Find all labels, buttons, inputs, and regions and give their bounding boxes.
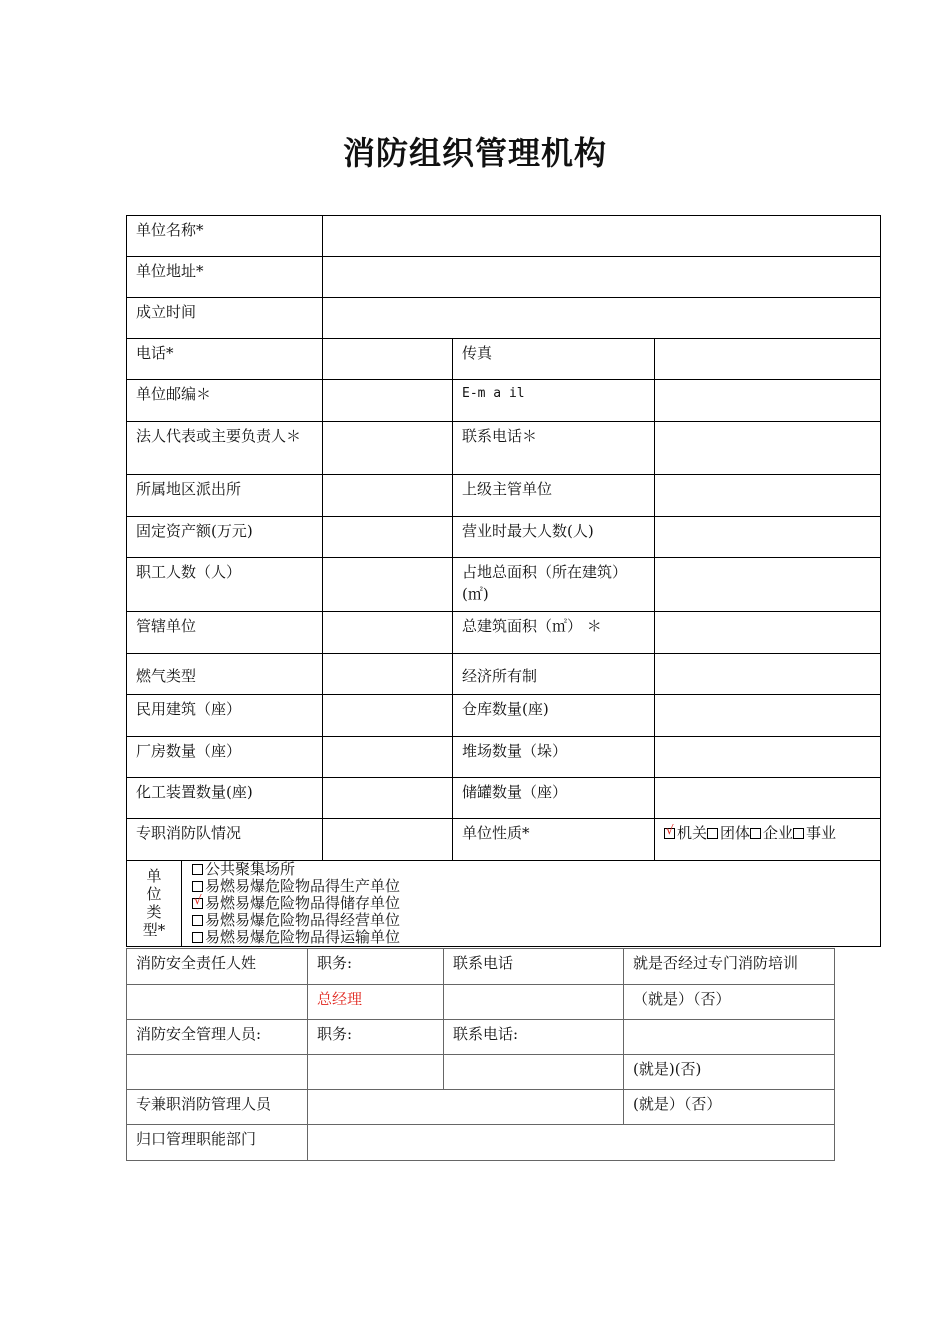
checkbox-icon[interactable]	[192, 881, 203, 892]
field-tanks[interactable]	[655, 778, 881, 819]
label-safety-responsible: 消防安全责任人姓	[127, 949, 308, 985]
field-full-part-manager[interactable]	[308, 1090, 624, 1125]
unit-info-table	[126, 215, 881, 947]
nature-option-gov[interactable]: √ 机关	[666, 823, 708, 842]
nature-option-enterprise[interactable]: 企业	[750, 824, 793, 842]
field-trained-yes-no-3[interactable]: (就是）（否）	[624, 1090, 835, 1125]
field-contact[interactable]	[444, 985, 624, 1020]
unit-type-row	[127, 861, 881, 947]
field-contact-2[interactable]	[444, 1055, 624, 1090]
checkbox-icon[interactable]	[192, 932, 203, 943]
field-admin-unit[interactable]	[323, 612, 453, 654]
field-police-station[interactable]	[323, 475, 453, 517]
field-established[interactable]	[323, 298, 881, 339]
unit-type-option[interactable]: 公共聚集场所	[192, 861, 400, 878]
label-safety-manager: 消防安全管理人员:	[127, 1020, 308, 1055]
field-position-2[interactable]	[308, 1055, 444, 1090]
field-superior-unit[interactable]	[655, 475, 881, 517]
checkbox-icon[interactable]	[750, 828, 761, 839]
label-ownership: 经济所有制	[453, 654, 655, 695]
label-civil-buildings: 民用建筑（座）	[127, 695, 323, 737]
field-warehouses[interactable]	[655, 695, 881, 737]
field-fixed-assets[interactable]	[323, 517, 453, 558]
field-dept[interactable]	[308, 1125, 835, 1161]
checkbox-icon[interactable]	[707, 828, 718, 839]
nature-option-group[interactable]: 团体	[707, 824, 750, 842]
field-position-value[interactable]: 总经理	[308, 985, 444, 1020]
field-safety-responsible-name[interactable]	[127, 985, 308, 1020]
field-contact-phone[interactable]	[655, 422, 881, 475]
unit-type-option[interactable]: 易燃易爆危险物品得经营单位	[192, 912, 400, 929]
field-unit-name[interactable]	[323, 216, 881, 257]
label-email: E-m a il	[453, 380, 655, 422]
nature-option-institution[interactable]: 事业	[793, 824, 836, 842]
label-land-area: 占地总面积（所在建筑）(㎡)	[453, 558, 655, 612]
label-building-area: 总建筑面积（㎡） ＊	[453, 612, 655, 654]
field-trained-blank[interactable]	[624, 1020, 835, 1055]
field-land-area[interactable]	[655, 558, 881, 612]
field-max-people[interactable]	[655, 517, 881, 558]
field-factories[interactable]	[323, 737, 453, 778]
checkbox-icon[interactable]	[192, 893, 203, 909]
checkbox-icon[interactable]	[664, 823, 675, 839]
label-employees: 职工人数（人）	[127, 558, 323, 612]
label-contact-2: 联系电话:	[444, 1020, 624, 1055]
unit-type-label: 单 位 类 型*	[127, 861, 182, 946]
unit-type-option[interactable]: 易燃易爆危险物品得运输单位	[192, 929, 400, 946]
fire-safety-personnel-table	[126, 948, 835, 1161]
label-tanks: 储罐数量（座）	[453, 778, 655, 819]
checkmark-icon: √	[194, 893, 202, 907]
label-phone: 电话*	[127, 339, 323, 380]
label-chem-devices: 化工装置数量(座)	[127, 778, 323, 819]
unit-type-option[interactable]: 易燃易爆危险物品得生产单位	[192, 878, 400, 895]
label-max-people: 营业时最大人数(人)	[453, 517, 655, 558]
field-civil-buildings[interactable]	[323, 695, 453, 737]
label-trained: 就是否经过专门消防培训	[624, 949, 835, 985]
field-postcode[interactable]	[323, 380, 453, 422]
label-established: 成立时间	[127, 298, 323, 339]
field-employees[interactable]	[323, 558, 453, 612]
label-position: 职务:	[308, 949, 444, 985]
checkbox-icon[interactable]	[192, 864, 203, 875]
checkbox-icon[interactable]	[793, 828, 804, 839]
label-contact: 联系电话	[444, 949, 624, 985]
field-building-area[interactable]	[655, 612, 881, 654]
label-full-part-manager: 专兼职消防管理人员	[127, 1090, 308, 1125]
unit-type-options	[182, 861, 400, 946]
field-email[interactable]	[655, 380, 881, 422]
field-trained-yes-no[interactable]: （就是）（否）	[624, 985, 835, 1020]
checkbox-icon[interactable]	[192, 915, 203, 926]
label-police-station: 所属地区派出所	[127, 475, 323, 517]
label-unit-address: 单位地址*	[127, 257, 323, 298]
label-superior-unit: 上级主管单位	[453, 475, 655, 517]
label-factories: 厂房数量（座）	[127, 737, 323, 778]
label-gas-type: 燃气类型	[127, 654, 323, 695]
label-unit-name: 单位名称*	[127, 216, 323, 257]
field-gas-type[interactable]	[323, 654, 453, 695]
field-legal-rep[interactable]	[323, 422, 453, 475]
unit-nature-options	[655, 819, 881, 861]
label-warehouses: 仓库数量(座)	[453, 695, 655, 737]
label-dept: 归口管理职能部门	[127, 1125, 308, 1161]
field-fax[interactable]	[655, 339, 881, 380]
label-fax: 传真	[453, 339, 655, 380]
label-admin-unit: 管辖单位	[127, 612, 323, 654]
field-trained-yes-no-2[interactable]: (就是)(否)	[624, 1055, 835, 1090]
label-yards: 堆场数量（垛）	[453, 737, 655, 778]
field-fire-team[interactable]	[323, 819, 453, 861]
field-ownership[interactable]	[655, 654, 881, 695]
field-phone[interactable]	[323, 339, 453, 380]
checkmark-icon: √	[666, 823, 674, 837]
label-postcode: 单位邮编＊	[127, 380, 323, 422]
field-yards[interactable]	[655, 737, 881, 778]
field-unit-address[interactable]	[323, 257, 881, 298]
label-position-2: 职务:	[308, 1020, 444, 1055]
label-legal-rep: 法人代表或主要负责人＊	[127, 422, 323, 475]
unit-type-option[interactable]: √ 易燃易爆危险物品得储存单位	[194, 893, 401, 912]
label-contact-phone: 联系电话＊	[453, 422, 655, 475]
label-fire-team: 专职消防队情况	[127, 819, 323, 861]
label-fixed-assets: 固定资产额(万元)	[127, 517, 323, 558]
document-title: 消防组织管理机构	[342, 134, 607, 172]
field-safety-manager-name[interactable]	[127, 1055, 308, 1090]
label-unit-nature: 单位性质*	[453, 819, 655, 861]
field-chem-devices[interactable]	[323, 778, 453, 819]
